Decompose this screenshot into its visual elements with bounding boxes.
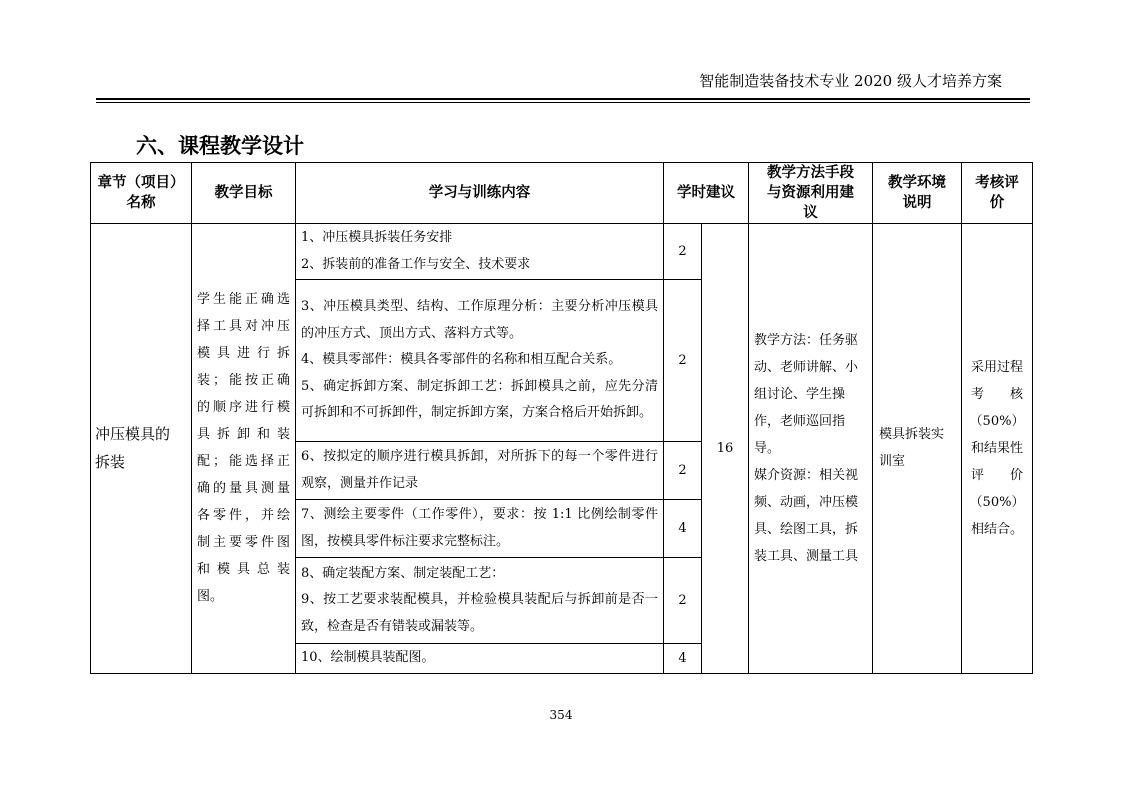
content-line: 4、模具零部件：模具各零部件的名称和相互配合关系。 [301,352,622,368]
goal-line: 配；能选择正 [197,454,290,470]
content-cell [296,500,664,558]
assess-line: （50%） [969,494,1025,510]
method-line: 导。 [754,440,781,456]
col-header-content: 学习与训练内容 [296,163,664,224]
assess-line: 和结果性 [970,440,1023,456]
col-header-env [873,163,962,224]
assess-line: 考 核 [970,386,1023,402]
col-header-chapter-line: 章节（项目） [97,175,185,191]
col-header-assess-line: 考核评 [975,175,1019,191]
goal-line: 择工具对冲压 [197,319,290,335]
assessment-cell [962,224,1033,674]
col-header-env-line: 教学环境 [888,175,946,191]
table-row [91,224,1033,280]
method-line: 频、动画，冲压模 [754,494,859,510]
method-line: 媒介资源：相关视 [754,467,859,483]
assess-line: 采用过程 [970,359,1023,375]
assess-line: 相结合。 [970,521,1023,537]
method-line: 动、老师讲解、小 [754,359,859,375]
method-line: 教学方法：任务驱 [754,332,859,348]
content-line: 5、确定拆卸方案、制定拆卸工艺：拆卸模具之前，应先分清可拆卸和不可拆卸件，制定拆卸方案，方案合格后开始拆卸。 [301,378,658,421]
content-line: 10、绘制模具装配图。 [301,650,435,665]
goal-line: 各零件，并绘 [197,508,290,524]
method-line: 装工具、测量工具 [754,548,859,564]
page-number: 354 [549,708,573,722]
section-title: 六、课程教学设计 [136,134,304,158]
goal-line: 的顺序进行模 [197,400,290,416]
content-line: 2、拆装前的准备工作与安全、技术要求 [301,256,531,272]
goal-line: 确的量具测量 [197,481,290,497]
content-cell [296,644,664,674]
goal-line: 装；能按正确 [197,373,290,389]
goal-line: 图。 [197,589,224,605]
teaching-method-cell [749,224,873,674]
goal-line: 具 拆 卸 和 装 [197,427,290,443]
col-header-assess-line: 价 [989,195,1005,211]
content-cell [296,558,664,644]
hours-cell: 2 [664,280,702,442]
table-header-row [91,163,1033,224]
hours-cell: 2 [664,224,702,280]
col-header-method-line: 与资源利用建 [767,185,854,201]
goal-line: 和 模 具 总 装 [197,562,290,578]
col-header-goal: 教学目标 [192,163,296,224]
col-header-method [749,163,873,224]
col-header-chapter-line: 名称 [126,195,156,211]
chapter-name-cell [91,224,192,674]
hours-cell: 2 [664,558,702,644]
content-cell [296,224,664,280]
assess-line: （50%） [969,413,1025,429]
content-line: 3、冲压模具类型、结构、工作原理分析：主要分析冲压模具的冲压方式、顶出方式、落料方式等。 [301,299,658,341]
col-header-env-line: 说明 [902,195,932,211]
total-hours-cell: 16 [702,224,749,674]
col-header-chapter [91,163,192,224]
col-header-hours: 学时建议 [664,163,749,224]
hours-cell: 4 [664,644,702,674]
col-header-method-line: 教学方法手段 [767,165,854,181]
method-line: 组讨论、学生操 [754,386,846,402]
assess-line: 评 价 [970,467,1023,483]
col-header-method-line: 议 [803,205,818,221]
content-line: 9、按工艺要求装配模具，并检验模具装配后与拆卸前是否一致，检查是否有错装或漏装等。 [301,592,658,634]
header-rule-thin [96,102,1030,103]
hours-cell: 4 [664,500,702,558]
chapter-name-line: 拆装 [95,453,126,472]
goal-line: 学生能正确选 [197,292,290,308]
course-design-table [90,162,1033,674]
content-line: 1、冲压模具拆装任务安排 [301,230,453,245]
content-line: 6、按拟定的顺序进行模具拆卸，对所拆下的每一个零件进行观察，测量并作记录 [301,449,658,491]
running-header: 智能制造装备技术专业 2020 级人才培养方案 [699,72,1002,90]
method-line: 作，老师巡回指 [754,413,846,429]
method-line: 具、绘图工具，拆 [754,521,859,537]
header-rule-thick [96,98,1030,100]
environment-cell: 模具拆装实训室 [873,224,962,674]
goal-line: 制主要零件图 [197,535,290,551]
chapter-name-line: 冲压模具的 [95,425,171,444]
content-cell [296,280,664,442]
hours-cell: 2 [664,442,702,500]
col-header-assess [962,163,1033,224]
content-line: 7、测绘主要零件（工作零件），要求：按 1:1 比例绘制零件图，按模具零件标注要求完整标注。 [301,507,658,549]
content-cell [296,442,664,500]
content-line: 8、确定装配方案、制定装配工艺： [301,565,505,581]
goal-line: 模 具 进 行 拆 [197,346,290,362]
teaching-goal-cell [192,224,296,674]
